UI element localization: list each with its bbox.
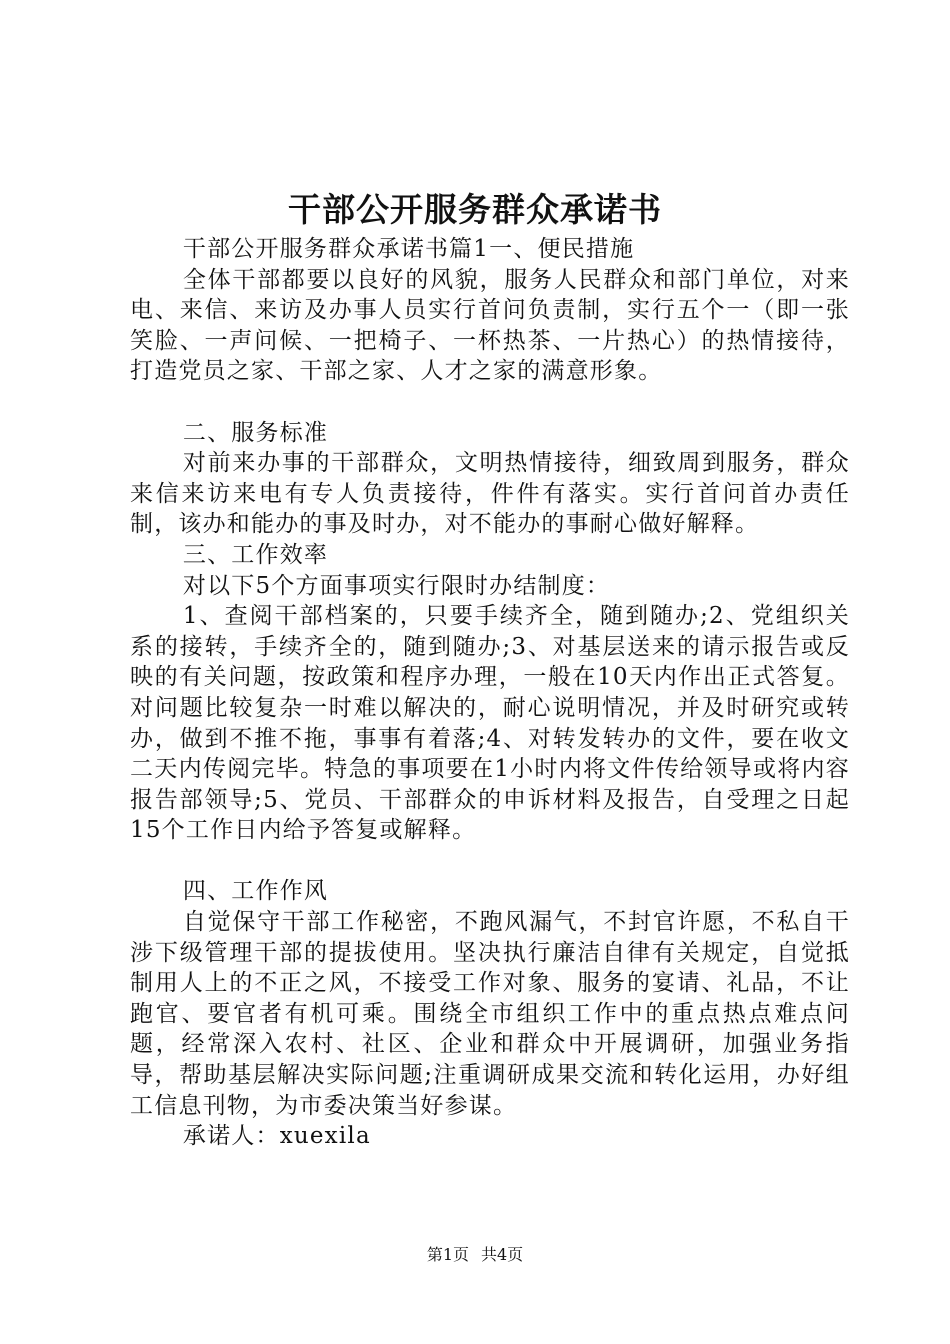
paragraph-spacer xyxy=(130,387,850,418)
paragraph-convenience-measures: 全体干部都要以良好的风貌，服务人民群众和部门单位，对来电、来信、来访及办事人员实行首问负责制，实行五个一（即一张笑脸、一声问候、一把椅子、一杯热茶、一片热心）的热情接待，打造党员之家、干部之家、人才之家的满意形象。 xyxy=(130,266,850,385)
section-heading-work-style: 四、工作作风 xyxy=(182,878,329,905)
paragraph-efficiency-intro: 对以下5个方面事项实行限时办结制度： xyxy=(182,572,611,599)
paragraph-service-standard: 对前来办事的干部群众，文明热情接待，细致周到服务，群众来信来访来电有专人负责接待，件件有落实。实行首问首办责任制，该办和能办的事及时办，对不能办的事耐心做好解释。 xyxy=(130,450,850,538)
paragraph-heading-1: 干部公开服务群众承诺书篇1一、便民措施 xyxy=(182,236,635,262)
section-heading-service-standard: 二、服务标准 xyxy=(182,419,329,446)
signatory-line: 承诺人：xuexila xyxy=(182,1123,371,1150)
page-total: 共4页 xyxy=(481,1245,524,1264)
document-title: 干部公开服务群众承诺书 xyxy=(288,190,662,229)
section-heading-work-efficiency: 三、工作效率 xyxy=(182,541,329,568)
paragraph-spacer xyxy=(130,846,850,877)
page-footer xyxy=(0,1244,950,1266)
paragraph-efficiency-items: 1、查阅干部档案的，只要手续齐全，随到随办;2、党组织关系的接转，手续齐全的，随到随办;3、对基层送来的请示报告或反映的有关问题，按政策和程序办理，一般在10天内作出正式答复。对问题比较复杂一时难以解决的，耐心说明情况，并及时研究或转办，做到不推不拖，事事有着落;4、对转发转办的文件，要在收文二天内传阅完毕。特急的事项要在1小时内将文件传给领导或将内容报告部领导;5、党员、干部群众的申诉材料及报告，自受理之日起15个工作日内给予答复或解释。 xyxy=(130,603,850,844)
paragraph-work-style: 自觉保守干部工作秘密，不跑风漏气，不封官许愿，不私自干涉下级管理干部的提拔使用。坚决执行廉洁自律有关规定，自觉抵制用人上的不正之风，不接受工作对象、服务的宴请、礼品，不让跑官、要官者有机可乘。围绕全市组织工作中的重点热点难点问题，经常深入农村、社区、企业和群众中开展调研，加强业务指导，帮助基层解决实际问题;注重调研成果交流和转化运用，办好组工信息刊物，为市委决策当好参谋。 xyxy=(130,909,850,1119)
document-body xyxy=(130,234,850,1152)
page-number: 第1页 xyxy=(426,1245,469,1264)
